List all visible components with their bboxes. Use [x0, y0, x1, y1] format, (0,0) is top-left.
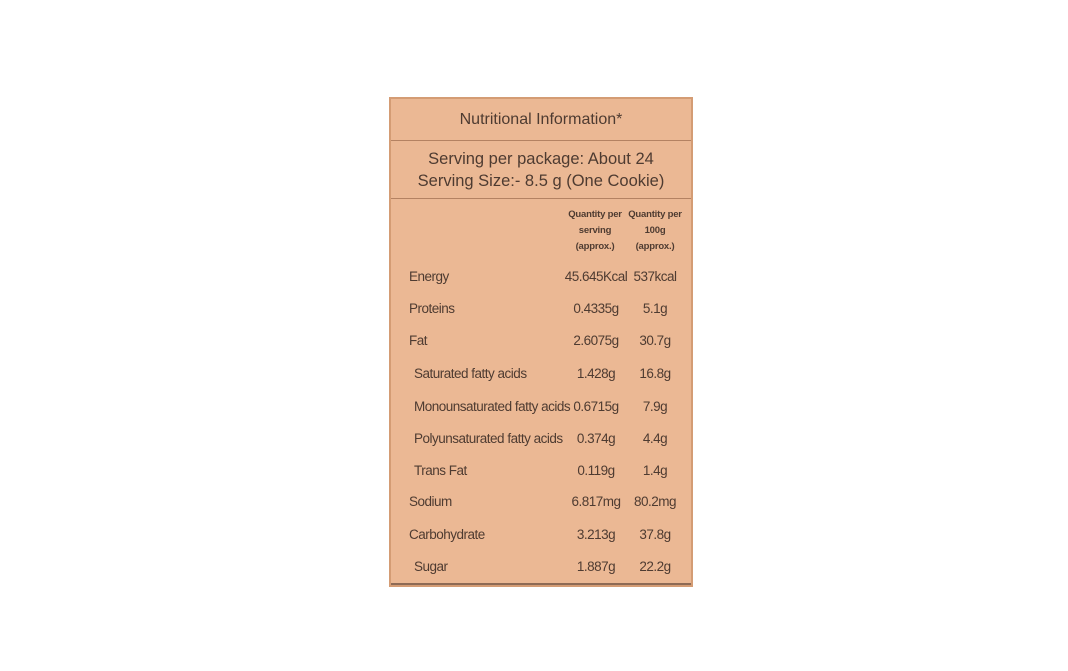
table-row [391, 427, 691, 451]
value-per-100g: 537kcal [633, 269, 677, 284]
table-row [391, 523, 691, 547]
table-row [391, 395, 691, 419]
value-per-serving: 3.213g [576, 527, 616, 542]
table-row [391, 555, 691, 579]
value-per-serving: 1.428g [576, 366, 616, 381]
value-per-100g: 22.2g [639, 559, 671, 574]
value-per-serving: 0.374g [576, 431, 616, 446]
value-per-100g: 4.4g [642, 431, 668, 446]
table-row [391, 362, 691, 386]
nutrient-name: Sugar [414, 559, 448, 574]
nutrition-label [389, 97, 693, 587]
value-per-100g: 1.4g [642, 463, 668, 478]
nutrient-name: Proteins [409, 301, 455, 316]
bottom-divider [391, 583, 691, 585]
table-row [391, 297, 691, 321]
value-per-serving: 0.119g [577, 463, 615, 478]
value-per-serving: 2.6075g [573, 333, 619, 348]
nutrient-name: Carbohydrate [409, 527, 485, 542]
table-row [391, 329, 691, 353]
column-header-per-serving: Quantity per serving (approx.) [568, 209, 622, 252]
nutrient-name: Trans Fat [414, 463, 467, 478]
value-per-serving: 0.6715g [573, 399, 619, 414]
value-per-serving: 6.817mg [571, 494, 621, 509]
column-header-per-100g: Quantity per 100g (approx.) [628, 209, 682, 252]
value-per-serving: 45.645Kcal [564, 269, 628, 284]
table-row [391, 490, 691, 514]
serving-info [391, 141, 691, 199]
value-per-100g: 5.1g [642, 301, 668, 316]
table-row [391, 265, 691, 289]
value-per-serving: 1.887g [576, 559, 616, 574]
value-per-100g: 7.9g [642, 399, 668, 414]
nutrient-name: Saturated fatty acids [414, 366, 527, 381]
nutrient-name: Monounsaturated fatty acids [414, 399, 571, 414]
value-per-100g: 16.8g [639, 366, 671, 381]
value-per-100g: 30.7g [639, 333, 671, 348]
value-per-100g: 80.2mg [633, 494, 677, 509]
nutrient-name: Fat [409, 333, 428, 348]
nutrient-name: Energy [409, 269, 449, 284]
value-per-100g: 37.8g [639, 527, 671, 542]
table-row [391, 459, 691, 483]
label-title: Nutritional Information* [391, 99, 691, 141]
nutrient-name: Polyunsaturated fatty acids [414, 431, 563, 446]
serving-per-package: Serving per package: About 24 [428, 150, 654, 168]
nutrient-name: Sodium [409, 494, 452, 509]
value-per-serving: 0.4335g [573, 301, 619, 316]
serving-size: Serving Size:- 8.5 g (One Cookie) [417, 172, 665, 190]
